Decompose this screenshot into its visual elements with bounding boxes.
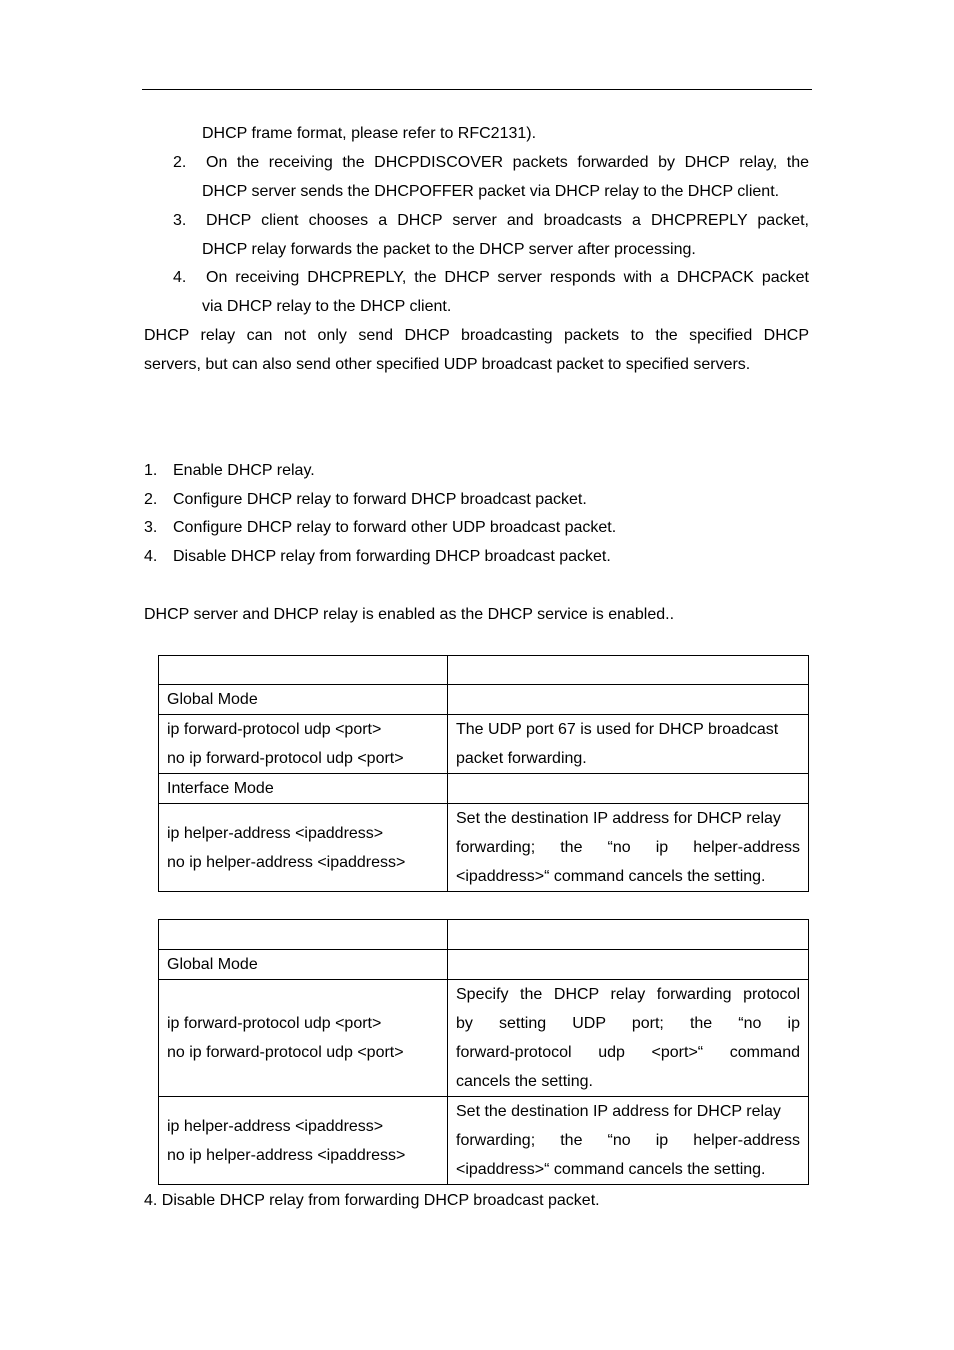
mode-cell: Interface Mode [159, 774, 448, 804]
step-3-line-1: DHCP client chooses a DHCP server and broadcasts a DHCPREPLY packet, [206, 212, 809, 229]
table-row [159, 804, 809, 892]
table-row [159, 980, 809, 1097]
table-header-row [159, 656, 809, 685]
command-text: ip forward-protocol udp <port> [167, 1015, 382, 1032]
table-header-cell [448, 656, 809, 685]
description-text: Set the destination IP address for DHCP relay [456, 1103, 781, 1120]
table-header-cell [159, 920, 448, 950]
intro-line-0: DHCP frame format, please refer to RFC2131). [202, 125, 537, 142]
description-text: <ipaddress>“ command cancels the setting. [456, 868, 766, 885]
mode-cell: Global Mode [159, 950, 448, 980]
description-text: cancels the setting. [456, 1073, 593, 1090]
table-header-cell [448, 920, 809, 950]
table-header-row [159, 920, 809, 950]
description-text: packet forwarding. [456, 750, 587, 767]
relay-paragraph-line-1: DHCP relay can not only send DHCP broadcasting packets to the specified DHCP [144, 327, 809, 344]
command-text: no ip helper-address <ipaddress> [167, 1146, 406, 1164]
command-table-1 [158, 655, 809, 892]
step-2-line-2: DHCP server sends the DHCPOFFER packet via DHCP relay to the DHCP client. [202, 183, 780, 200]
command-text: no ip forward-protocol udp <port> [167, 1044, 404, 1061]
table-row [159, 715, 809, 774]
task-4-text: Disable DHCP relay from forwarding DHCP broadcast packet. [173, 548, 611, 565]
header-rule [142, 89, 812, 90]
description-cell [448, 980, 809, 1097]
section-4-heading: 4. Disable DHCP relay from forwarding DHCP broadcast packet. [144, 1192, 600, 1209]
command-text: no ip forward-protocol udp <port> [167, 750, 404, 767]
task-1-number: 1. [144, 462, 158, 479]
step-4-line-2: via DHCP relay to the DHCP client. [202, 298, 452, 315]
relay-paragraph-line-2: servers, but can also send other specified UDP broadcast packet to specified servers. [144, 356, 751, 373]
table-row [159, 1097, 809, 1185]
table-header-cell [159, 656, 448, 685]
task-2-number: 2. [144, 491, 158, 508]
command-text: ip forward-protocol udp <port> [167, 721, 382, 738]
task-4-number: 4. [144, 548, 158, 565]
table-row [159, 685, 809, 715]
table-row [159, 774, 809, 804]
step-3-number: 3. [173, 212, 187, 229]
command-text: no ip helper-address <ipaddress> [167, 853, 406, 871]
table-row [159, 950, 809, 980]
command-table-2 [158, 919, 809, 1185]
command-text: ip helper-address <ipaddress> [167, 824, 384, 842]
command-cell [159, 1097, 448, 1185]
description-text: forwarding; the “no ip helper-address [456, 1132, 800, 1149]
description-text: forward-protocol udp <port>“ command [456, 1044, 800, 1061]
step-3-line-2: DHCP relay forwards the packet to the DHCP server after processing. [202, 241, 696, 258]
description-cell [448, 804, 809, 892]
command-cell [159, 804, 448, 892]
description-text: forwarding; the “no ip helper-address [456, 839, 800, 856]
empty-cell [448, 774, 809, 804]
step-2-number: 2. [173, 154, 187, 171]
mode-cell: Global Mode [159, 685, 448, 715]
description-text: Specify the DHCP relay forwarding protocol [456, 986, 800, 1003]
empty-cell [448, 685, 809, 715]
description-text: Set the destination IP address for DHCP relay [456, 810, 781, 827]
task-3-text: Configure DHCP relay to forward other UDP broadcast packet. [173, 519, 617, 536]
description-cell [448, 715, 809, 774]
task-3-number: 3. [144, 519, 158, 536]
command-text: ip helper-address <ipaddress> [167, 1117, 384, 1135]
step-4-number: 4. [173, 269, 187, 286]
description-text: by setting UDP port; the “no ip [456, 1015, 800, 1032]
step-2-line-1: On the receiving the DHCPDISCOVER packets forwarded by DHCP relay, the [206, 154, 809, 171]
command-cell [159, 715, 448, 774]
description-text: The UDP port 67 is used for DHCP broadcast [456, 721, 779, 738]
task-1-text: Enable DHCP relay. [173, 462, 315, 479]
enable-note: DHCP server and DHCP relay is enabled as the DHCP service is enabled.. [144, 606, 675, 623]
empty-cell [448, 950, 809, 980]
task-2-text: Configure DHCP relay to forward DHCP broadcast packet. [173, 491, 587, 508]
step-4-line-1: On receiving DHCPREPLY, the DHCP server responds with a DHCPACK packet [206, 269, 809, 286]
command-cell [159, 980, 448, 1097]
description-cell [448, 1097, 809, 1185]
description-text: <ipaddress>“ command cancels the setting. [456, 1161, 766, 1178]
